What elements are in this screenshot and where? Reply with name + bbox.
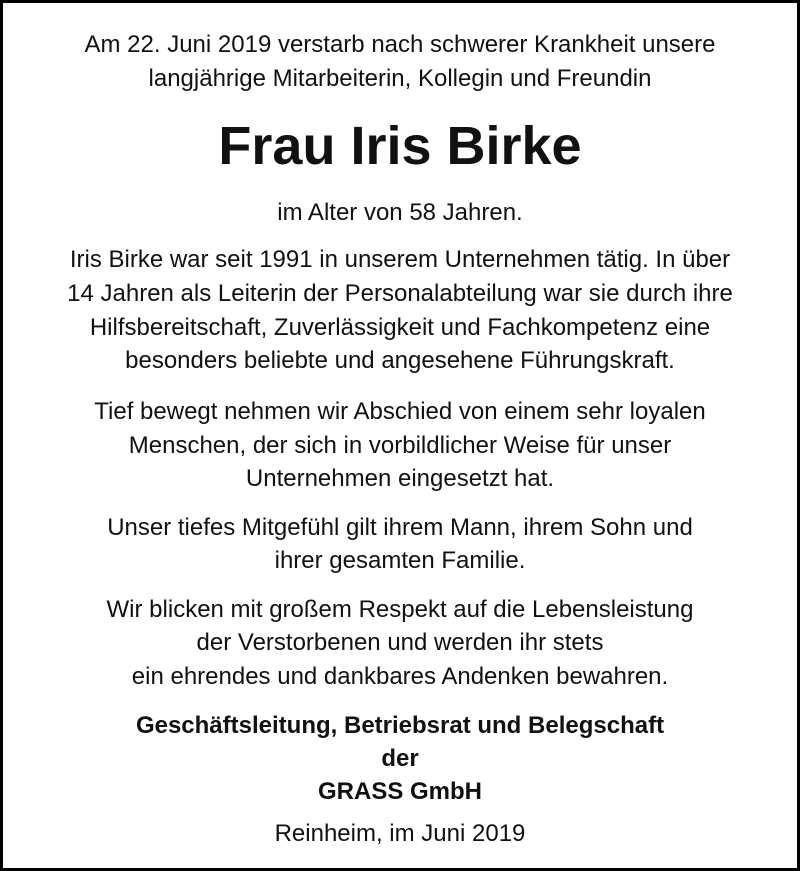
signature-line-2: der [381, 745, 419, 772]
signature-company: GRASS GmbH [317, 778, 482, 805]
paragraph-career-line-3: Hilfsbereitschaft, Zuverlässigkeit und Fachkompetenz eine [89, 314, 711, 341]
intro-line-1: Am 22. Juni 2019 verstarb nach schwerer Krankheit unsere [84, 31, 716, 58]
paragraph-remembrance-line-1: Wir blicken mit großem Respekt auf die Lebensleistung [106, 596, 694, 623]
paragraph-farewell-line-3: Unternehmen eingesetzt hat. [245, 465, 555, 492]
paragraph-remembrance-line-3: ein ehrendes und dankbares Andenken bewahren. [131, 663, 669, 690]
age-line: im Alter von 58 Jahren. [277, 199, 523, 226]
paragraph-farewell-line-2: Menschen, der sich in vorbildlicher Weise für unser [128, 432, 672, 459]
signature-line-1: Geschäftsleitung, Betriebsrat und Belegschaft [135, 712, 665, 739]
place-date: Reinheim, im Juni 2019 [274, 820, 526, 847]
paragraph-sympathy-line-2: ihrer gesamten Familie. [274, 547, 526, 574]
paragraph-career-line-2: 14 Jahren als Leiterin der Personalabteilung war sie durch ihre [67, 280, 733, 307]
paragraph-remembrance-line-2: der Verstorbenen und werden ihr stets [196, 629, 604, 656]
intro-line-2: langjährige Mitarbeiterin, Kollegin und Freundin [148, 65, 652, 92]
paragraph-career-line-4: besonders beliebte und angesehene Führungskraft. [125, 347, 675, 374]
paragraph-sympathy-line-1: Unser tiefes Mitgefühl gilt ihrem Mann, ihrem Sohn und [107, 514, 693, 541]
deceased-name: Frau Iris Birke [218, 116, 582, 176]
paragraph-farewell-line-1: Tief bewegt nehmen wir Abschied von einem sehr loyalen [94, 398, 706, 425]
paragraph-career-line-1: Iris Birke war seit 1991 in unserem Unternehmen tätig. In über [69, 246, 731, 273]
